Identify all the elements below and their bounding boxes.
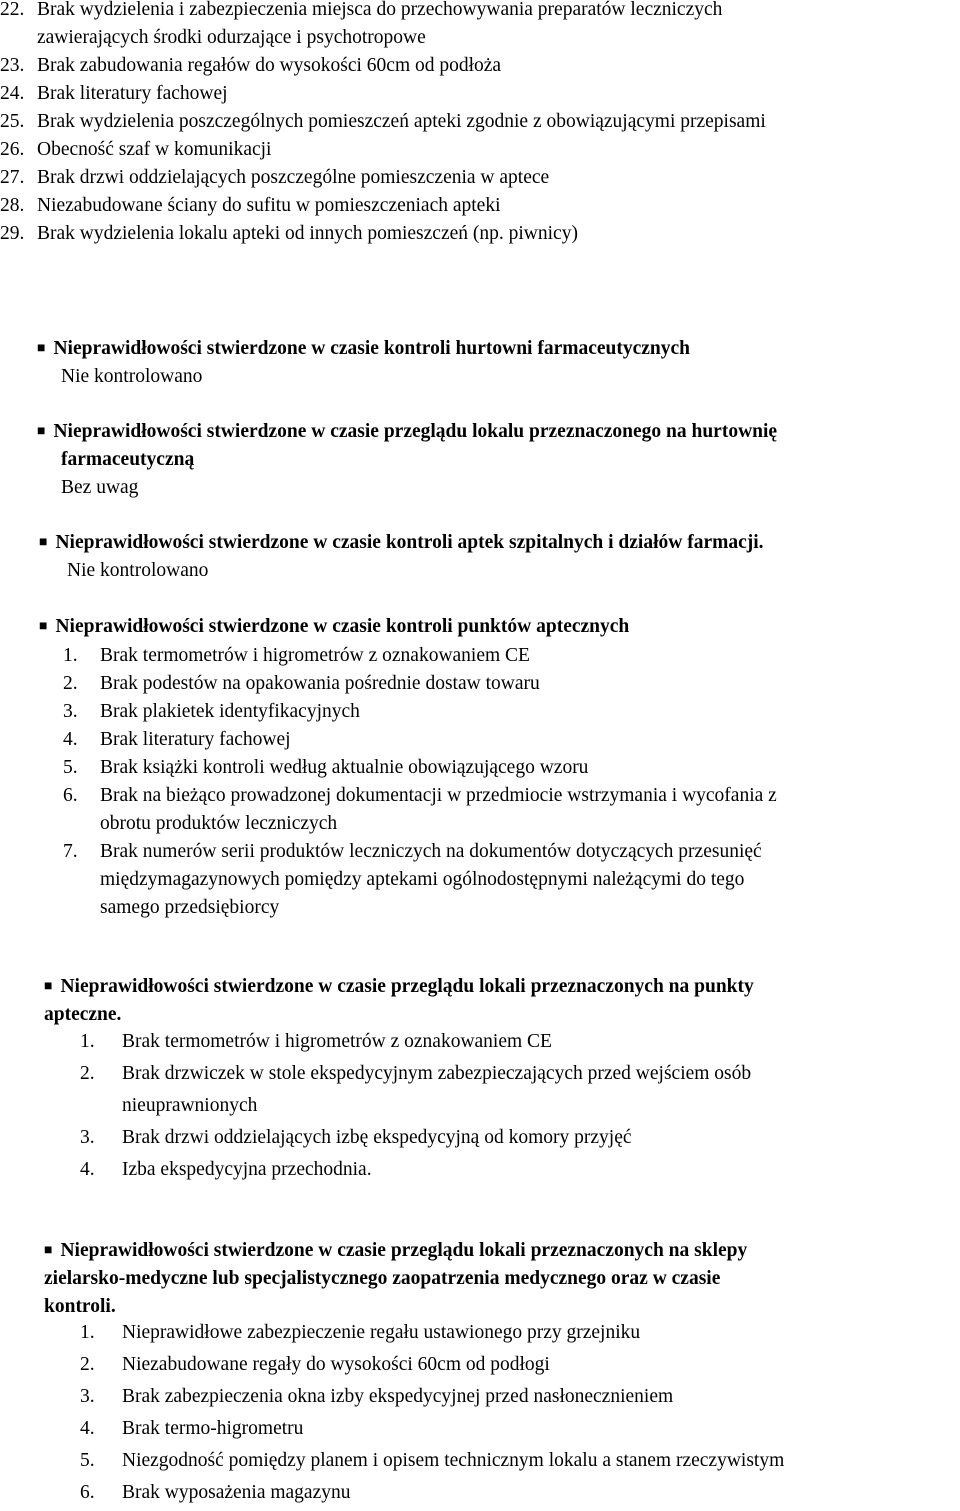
bullet-square-icon: ■: [39, 535, 48, 550]
item-number: 1.: [80, 1322, 95, 1343]
item-text: Brak drzwiczek w stole ekspedycyjnym zabezpieczających przed wejściem osób: [122, 1063, 752, 1084]
item-text: Brak literatury fachowej: [100, 729, 291, 750]
item-number: 4.: [80, 1418, 95, 1439]
heading-text: Nieprawidłowości stwierdzone w czasie kontroli aptek szpitalnych i działów farmacji.: [55, 532, 764, 553]
item-number: 1.: [63, 645, 78, 666]
item-text: Brak drzwi oddzielających poszczególne pomieszczenia w aptece: [37, 167, 550, 188]
item-number: 4.: [63, 729, 78, 750]
heading-text: Nieprawidłowości stwierdzone w czasie przeglądu lokalu przeznaczonego na hurtownię: [53, 421, 778, 442]
item-text: Brak podestów na opakowania pośrednie dostaw towaru: [100, 673, 540, 694]
section-heading: [37, 418, 777, 446]
item-text: Niezabudowane regały do wysokości 60cm od podłogi: [122, 1354, 550, 1375]
item-number: 4.: [80, 1159, 95, 1180]
item-text: Niezabudowane ściany do sufitu w pomieszczeniach apteki: [37, 195, 501, 216]
section-heading: [37, 335, 690, 363]
item-number: 2.: [63, 673, 78, 694]
item-text: Brak wydzielenia lokalu apteki od innych pomieszczeń (np. piwnicy): [37, 223, 578, 244]
item-text: Brak drzwi oddzielających izbę ekspedycyjną od komory przyjęć: [122, 1127, 632, 1148]
item-text: Brak termometrów i higrometrów z oznakowaniem CE: [122, 1031, 552, 1052]
section-heading: [39, 529, 764, 557]
heading-text: Nieprawidłowości stwierdzone w czasie przeglądu lokali przeznaczonych na sklepy: [60, 1240, 748, 1261]
item-text: zawierających środki odurzające i psychotropowe: [37, 27, 426, 48]
heading-continuation: zielarsko-medyczne lub specjalistycznego zaopatrzenia medycznego oraz w czasie: [44, 1268, 721, 1289]
item-text: Brak wydzielenia i zabezpieczenia miejsca do przechowywania preparatów leczniczych: [37, 0, 723, 20]
section-note: Nie kontrolowano: [67, 560, 209, 581]
heading-text: Nieprawidłowości stwierdzone w czasie kontroli hurtowni farmaceutycznych: [53, 338, 691, 359]
item-text: Niezgodność pomiędzy planem i opisem technicznym lokalu a stanem rzeczywistym: [122, 1450, 785, 1471]
item-number: 3.: [80, 1386, 95, 1407]
item-text: Izba ekspedycyjna przechodnia.: [122, 1159, 372, 1180]
item-number: 24.: [0, 83, 25, 104]
item-number: 3.: [80, 1127, 95, 1148]
section-szpitalne: [39, 529, 764, 585]
heading-text: Nieprawidłowości stwierdzone w czasie kontroli punktów aptecznych: [55, 616, 630, 637]
item-text: obrotu produktów leczniczych: [100, 813, 338, 834]
heading-continuation: apteczne.: [44, 1004, 122, 1025]
heading-continuation: kontroli.: [44, 1296, 116, 1317]
section-sklepy: [44, 1237, 747, 1321]
item-text: Brak książki kontroli według aktualnie obowiązującego wzoru: [100, 757, 589, 778]
section-hurtownie: [37, 335, 690, 391]
item-text: międzymagazynowych pomiędzy aptekami ogólnodostępnymi należącymi do tego: [100, 869, 745, 890]
item-number: 6.: [63, 785, 78, 806]
section-lokal-hurtowni: [37, 418, 777, 502]
item-number: 3.: [63, 701, 78, 722]
item-text: Brak wydzielenia poszczególnych pomieszczeń apteki zgodnie z obowiązującymi przepisami: [37, 111, 766, 132]
item-text: Brak wyposażenia magazynu: [122, 1482, 351, 1503]
section-heading: [44, 973, 754, 1001]
item-text: Obecność szaf w komunikacji: [37, 139, 272, 160]
item-number: 1.: [80, 1031, 95, 1052]
item-number: 23.: [0, 55, 25, 76]
item-number: 22.: [0, 0, 25, 20]
item-text: nieuprawnionych: [122, 1095, 258, 1116]
item-number: 2.: [80, 1063, 95, 1084]
item-number: 6.: [80, 1482, 95, 1503]
heading-continuation: farmaceutyczną: [61, 449, 195, 470]
item-text: Brak termometrów i higrometrów z oznakowaniem CE: [100, 645, 530, 666]
item-text: Brak termo-higrometru: [122, 1418, 304, 1439]
item-text: samego przedsiębiorcy: [100, 897, 280, 918]
item-number: 27.: [0, 167, 25, 188]
bullet-square-icon: ■: [37, 341, 46, 356]
bullet-square-icon: ■: [44, 1243, 53, 1258]
item-number: 7.: [63, 841, 78, 862]
item-number: 5.: [63, 757, 78, 778]
bullet-square-icon: ■: [37, 424, 46, 439]
item-text: Brak literatury fachowej: [37, 83, 228, 104]
item-number: 28.: [0, 195, 25, 216]
item-number: 2.: [80, 1354, 95, 1375]
item-number: 25.: [0, 111, 25, 132]
section-heading: [39, 613, 629, 641]
item-number: 29.: [0, 223, 25, 244]
item-text: Brak zabudowania regałów do wysokości 60cm od podłoża: [37, 55, 502, 76]
item-text: Nieprawidłowe zabezpieczenie regału ustawionego przy grzejniku: [122, 1322, 641, 1343]
section-lokale-punkty: [44, 973, 754, 1029]
bullet-square-icon: ■: [39, 619, 48, 634]
section-punkty: [39, 613, 629, 641]
item-text: Brak na bieżąco prowadzonej dokumentacji w przedmiocie wstrzymania i wycofania z: [100, 785, 777, 806]
section-note: Nie kontrolowano: [61, 366, 203, 387]
section-heading: [44, 1237, 747, 1265]
item-number: 26.: [0, 139, 25, 160]
item-text: Brak numerów serii produktów leczniczych na dokumentów dotyczących przesunięć: [100, 841, 762, 862]
section-note: Bez uwag: [61, 477, 139, 498]
item-number: 5.: [80, 1450, 95, 1471]
heading-text: Nieprawidłowości stwierdzone w czasie przeglądu lokali przeznaczonych na punkty: [60, 976, 754, 997]
item-text: Brak plakietek identyfikacyjnych: [100, 701, 360, 722]
bullet-square-icon: ■: [44, 979, 53, 994]
item-text: Brak zabezpieczenia okna izby ekspedycyjnej przed nasłonecznieniem: [122, 1386, 674, 1407]
